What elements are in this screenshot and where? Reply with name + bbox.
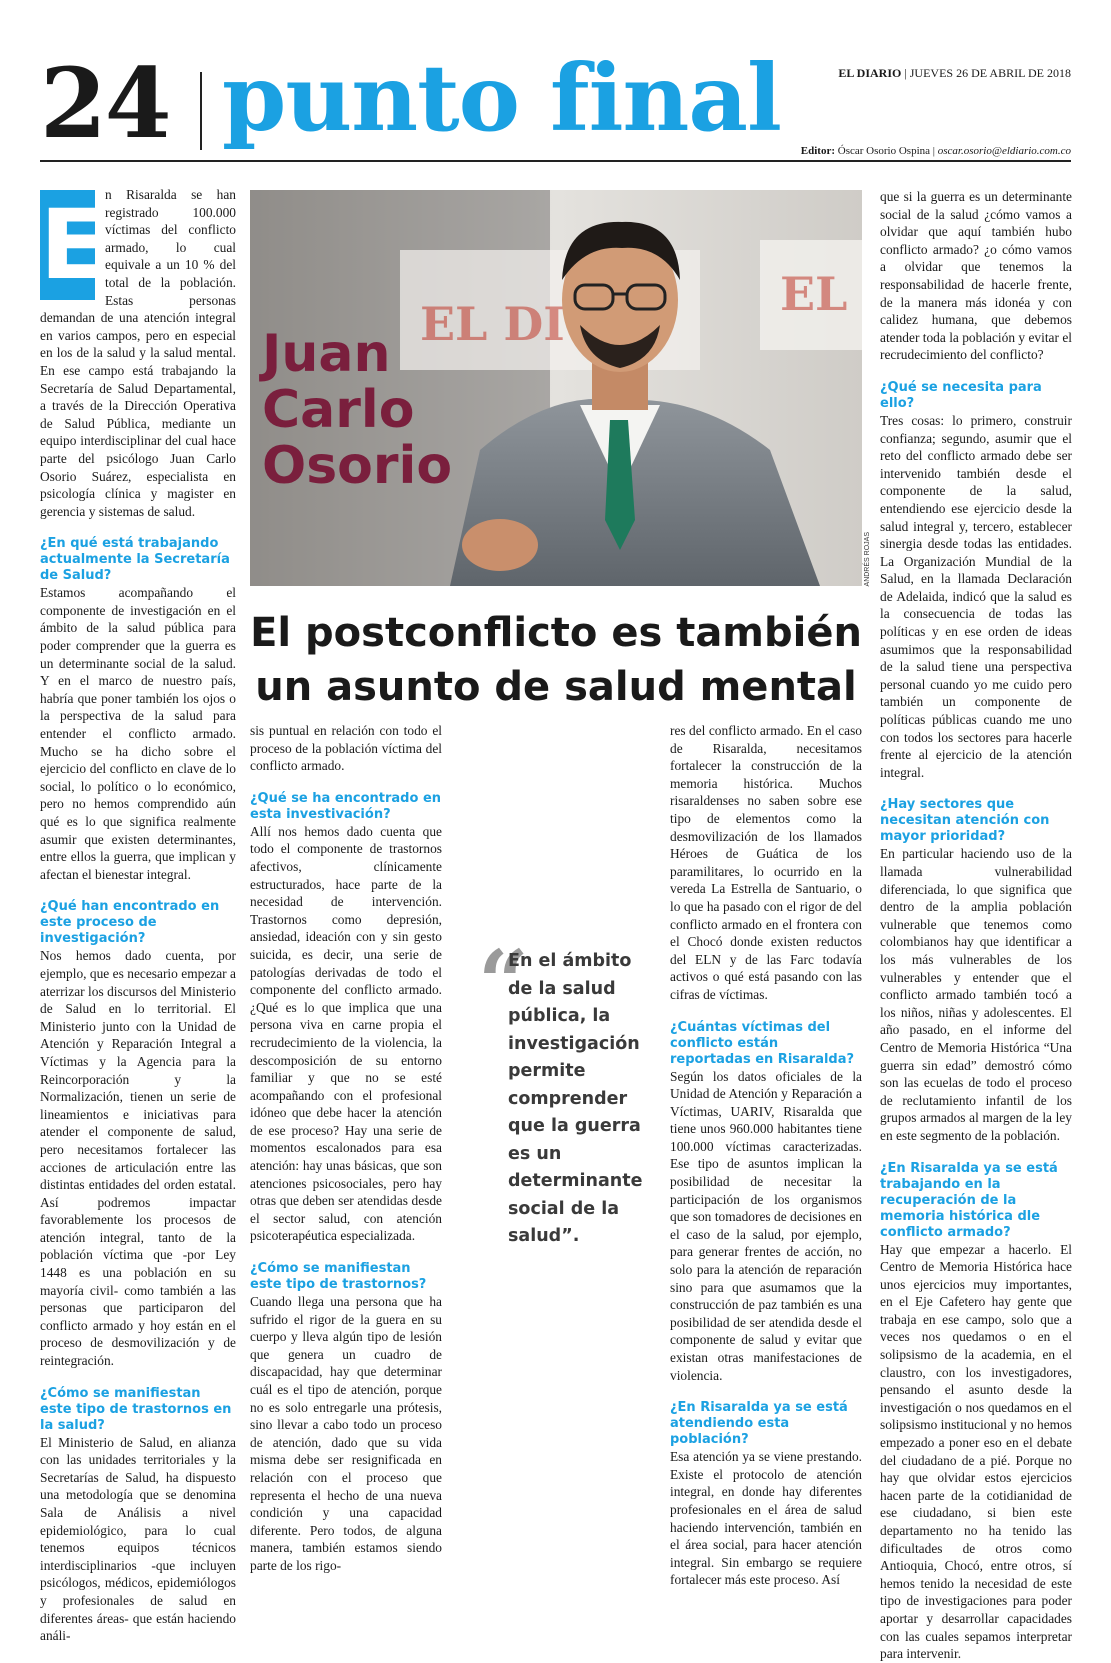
- background-sign-left: EL DI: [420, 297, 565, 351]
- answer-paragraph: Esa atención ya se viene prestando. Existe el protocolo de atención integral, en donde hay diferentes profesionales en el área de salud haciendo intervención, también en el área social, para hacer atención integral. Sin embargo se requiere fortalecer más este proceso. Así: [670, 1449, 862, 1588]
- issue-date: JUEVES 26 DE ABRIL DE 2018: [909, 66, 1071, 80]
- background-sign-right: EL: [780, 267, 848, 321]
- page-number: 24: [40, 47, 170, 160]
- answer-paragraph: Estamos acompañando el componente de investigación en el ámbito de la salud pública para poder comprender que la guerra es un determinante social de la salud. Y en el marco de nuestro país, habría que poner también los ojos o la perspectiva de la salud para entender el conflicto armado. Mucho se ha dicho sobre el ejercicio del conflicto en clave de lo social, lo político o lo económico, pero no hemos comprendido aún qué es lo que significa realmente asumir que existen determinantes, entre ellos la guerra, que implican y afectan el bienestar integral.: [40, 585, 236, 882]
- section-title: punto final: [222, 44, 781, 152]
- headline-line: un asunto de salud mental: [255, 664, 857, 710]
- header-rule: [40, 160, 1071, 162]
- name-line: Juan: [262, 324, 391, 384]
- answer-paragraph: Cuando llega una persona que ha sufrido el rigor de la guera en su cuerpo y lleva algún tipo de lesión que genera un cuadro de discapacidad, hay que determinar cuál es el tipo de atención, porque no es solo entregarle una prótesis, sino llevar a cabo todo un proceso de atención, dado que su vida misma debe ser resignificada en relación con el proceso que representa el hecho de una nueva condición y una capacidad diferente. Pero todos, de alguna manera, también estamos siendo parte de los rigo-: [250, 1294, 442, 1573]
- article-column-3: [670, 722, 862, 1589]
- interviewee-name: [262, 326, 452, 494]
- question-heading: ¿Qué se ha encontrado en esta investivación?: [250, 790, 442, 822]
- pull-quote: En el ámbito de la salud pública, la investigación permite comprender que la guerra es un determinante social de la salud”.: [508, 951, 643, 1246]
- continued-paragraph: sis puntual en relación con todo el proceso de la población víctima del conflicto armado.: [250, 723, 442, 774]
- answer-paragraph: Allí nos hemos dado cuenta que todo el componente de trastornos afectivos, clínicamente estructurados, hace parte de la necesidad de intervención. Trastornos como depresión, ansiedad, ideación con y sin gesto suicida, es decir, una serie de patologías derivadas de todo el componente del conflicto armado. ¿Qué es lo que implica que una persona viva en carne propia el recrudecimiento de la violencia, la descomposición de su entorno familiar y que no se esté acompañando con el profesional idóneo que debe hacer la atención de ese proceso? Hay una serie de momentos escalonados para esa atención: hay unas básicas, que son atenciones psicosociales, pero hay otras que deben ser atendidas desde el sector salud, con atención psicoterapéutica especializada.: [250, 823, 442, 1244]
- editor-divider: |: [932, 145, 938, 157]
- question-heading: ¿Cómo se manifiestan este tipo de trastornos en la salud?: [40, 1385, 232, 1433]
- article-column-4: [880, 188, 1072, 1663]
- continued-paragraph: res del conflicto armado. En el caso de Risaralda, necesitamos fortalecer la construcción de la memoria histórica. Muchos risaraldenses no saben sobre ese tipo de elementos como la desmovilización de los llamados Héroes de Guática de los paramilitares, lo ocurrido en la vereda La Estrella de Santuario, o lo que ha pasado con el rigor de del conflicto armado en el frontera con el Chocó donde existen reductos del ELN y de las Farc todavía activos o qué está pasando con las cifras de víctimas.: [670, 723, 862, 1002]
- masthead-divider: |: [904, 66, 910, 80]
- editor-credit: [801, 145, 1071, 157]
- intro-text: n Risaralda se han registrado 100.000 víctimas del conflicto armado, lo cual equivale a un 10 % del total de la población. Estas personas demandan de una atención integral en varios campos, pero en especial en los de la salud y la salud mental. En ese campo está trabajando la Secretaría de Salud Departamental, a través de la Dirección Operativa de Salud Pública, mediante un equipo interdisciplinar del cual hace parte del psicólogo Juan Carlo Osorio Suárez, especialista en psicología clínica y magister en gerencia y sistemas de salud.: [40, 187, 236, 519]
- question-heading: ¿Hay sectores que necesitan atención con mayor prioridad?: [880, 797, 1050, 845]
- masthead: [838, 66, 1071, 81]
- article-headline: [250, 606, 862, 714]
- question-heading: ¿Qué se necesita para ello?: [880, 379, 1042, 411]
- answer-paragraph: Nos hemos dado cuenta, por ejemplo, que es necesario empezar a aterrizar los discursos del Ministerio de Salud en lo territorial. El Ministerio junto con la Unidad de Atención y Reparación Integral a Víctimas y la Agencia para la Reincorporación y la Normalización, tienen un serie de lineamientos e iniciativas para atender el componente de salud, pero necesitamos fortalecer las acciones de articulación entre las distintas entidades del orden estatal. Así podremos impactar favorablemente los procesos de atención integral, tanto de la población víctima que -por Ley 1448 es una población en su mayoría civil- como también a las personas que participaron del conflicto armado y hoy están en el proceso de desmovilización y de reintegración.: [40, 948, 236, 1369]
- editor-email[interactable]: oscar.osorio@eldiario.com.co: [937, 145, 1071, 157]
- editor-name: Óscar Osorio Ospina: [837, 145, 931, 157]
- question-heading: ¿En Risaralda ya se está trabajando en la recuperación de la memoria histórica dle conflicto armado?: [880, 1160, 1058, 1240]
- question-heading: ¿En qué está trabajando actualmente la Secretaría de Salud?: [40, 536, 230, 584]
- article-column-2: [250, 722, 442, 1575]
- answer-paragraph: El Ministerio de Salud, en alianza con las unidades territoriales y la Secretarías de Salud, ha dispuesto una metodología que se denomina Sala de Análisis a nivel epidemiológico, para lo cual tenemos equipos técnicos interdisciplinarios -que incluyen psicólogos, médicos, epidemiólogos y profesionales de salud en diferentes áreas- que están haciendo análi-: [40, 1434, 236, 1644]
- answer-paragraph: Según los datos oficiales de la Unidad de Atención y Reparación a Víctimas, UARIV, Risaralda que tiene unos 960.000 habitantes tiene 100.000 víctimas caracterizadas. Ese tipo de asuntos implican la posibilidad de necesitar la participación de los organismos que son tomadores de decisiones en el caso de la salud, por ejemplo, para generar frentes de acción, no solo para la atención de reparación sino para que asumamos que la construcción de paz también es una posibilidad de ser atendida desde el componente de salud y evitar que existan otras manifestaciones de violencia.: [670, 1068, 862, 1383]
- quote-mark-icon: “: [478, 930, 529, 1034]
- editor-label: Editor:: [800, 145, 836, 157]
- answer-paragraph: En particular haciendo uso de la llamada vulnerabilidad diferenciada, lo que significa que dentro de la amplia población vulnerable que tenemos como colombianos hay que identificar a los más vulnerables de los vulnerables y entender que el conflicto armado también tocó a los niños, niñas y adolescentes. El año pasado, en el informe del Centro de Memoria Histórica “Una guerra sin edad” demostró cómo son las ecuelas de todo el proceso de reclutamiento infantil de los grupos armados al margen de la ley en este segmento de la población.: [880, 846, 1072, 1143]
- intro-paragraph: [40, 186, 236, 520]
- photo-credit: ANDRÉS ROJAS: [864, 532, 871, 587]
- name-line: Osorio: [262, 436, 453, 496]
- headline-line: El postconflicto es también: [250, 610, 862, 656]
- name-line: Carlo: [262, 380, 415, 440]
- question-heading: ¿Cuántas víctimas del conflicto están reportadas en Risaralda?: [670, 1019, 855, 1067]
- answer-paragraph: Hay que empezar a hacerlo. El Centro de Memoria Histórica hace unos ejercicios muy importantes, en el Eje Cafetero hay gente que trabaja en ese campo, solo que a veces nos quedamos o en el solipsismo de la academia, en el claustro, con los investigadores, pensando el asunto desde la investigación o nos quedamos en el solipsismo institucional y no hemos empezado a poner eso en el debate del ciudadano de a pié. Porque no hay que olvidar estos ejercicios hacen parte de la cotidianidad de ese ciudadano, si bien este departamento no ha tenido las dificultades de otros como Antioquia, Chocó, entre otros, sí hemos tenido la necesidad de este tipo de investigaciones para poder aportar y desarrollar capacidades con las cuales sepamos interpretar para intervenir.: [880, 1241, 1072, 1662]
- question-heading: ¿Qué han encontrado en este proceso de investigación?: [40, 899, 220, 947]
- continued-paragraph: que si la guerra es un determinante social de la salud ¿cómo vamos a olvidar que aquí también hubo conflicto armado? ¿o cómo vamos a olvidar que tenemos la responsabilidad de hacerle frente, de la manera más idonéa y con calidez humana, que debemos atender toda la población y evitar el recrudecimiento del conflicto?: [880, 189, 1072, 363]
- answer-paragraph: Tres cosas: lo primero, construir confianza; segundo, asumir que el reto del conflicto armado debe ser intervenido también desde el componente de la salud, entendiendo ese ejercicio desde la salud integral y, tercero, establecer sinergia desde todas las entidades. La Organización Mundial de la Salud, en la llamada Declaración de Adelaida, indicó que la salud es la consecuencia de todas las políticas y en ese orden de ideas asumimos que la responsabilidad de la salud tiene una perspectiva personal cuando yo me cuido pero también un componente de políticas públicas cuando me uno con todos los sectores para hacerle frente al ejercicio de la atención integral.: [880, 412, 1072, 780]
- publication-name: EL DIARIO: [838, 66, 902, 80]
- header-separator: [200, 72, 202, 150]
- question-heading: ¿Cómo se manifiestan este tipo de trastornos?: [250, 1261, 427, 1293]
- article-column-1: [40, 186, 236, 1645]
- question-heading: ¿En Risaralda ya se está atendiendo esta población?: [670, 1400, 848, 1448]
- drop-cap: E: [40, 189, 106, 301]
